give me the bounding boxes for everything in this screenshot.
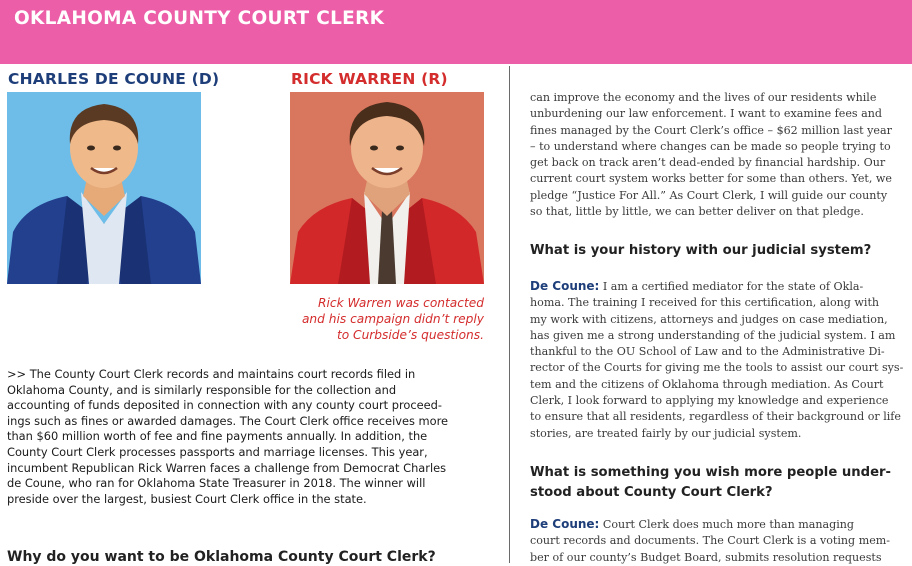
answer-line: can improve the economy and the lives of our residents while [530,91,877,104]
answer-line: ber of our county’s Budget Board, submits resolution requests [530,550,882,564]
answer-paragraph [530,516,898,566]
caption-line: to Curbside’s questions. [336,328,484,342]
answer-line [530,278,898,295]
candidate-name-democrat: CHARLES DE COUNE (D) [8,70,220,88]
column-divider [509,66,510,563]
intro-line: preside over the largest, busiest Court Clerk office in the state. [7,491,367,506]
page-title: OKLAHOMA COUNTY COURT CLERK [14,8,385,29]
answer-text: I am a certified mediator for the state of Okla- [599,280,864,293]
answer-line: to ensure that all residents, regardless of their background or life [530,410,901,424]
question-heading [530,463,891,503]
answer-line [530,516,898,533]
answer-line: tem and the citizens of Oklahoma through mediation. As Court [530,377,884,391]
header-banner [0,0,912,64]
answer-line: Clerk, I look forward to applying my knowledge and experience [530,394,889,408]
answer-line: rector of the Courts for giving me the tools to assist our court sys- [530,361,904,375]
answer-line: stories, are treated fairly by our judicial system. [530,426,802,440]
answer-line: so that, little by little, we can better deliver on that pledge. [530,205,864,219]
intro-line: County Court Clerk processes passports and marriage licenses. This year, [7,444,428,459]
answer-line: current court system works better for some than others. Yet, we [530,172,892,186]
intro-line: de Coune, who ran for Oklahoma State Treasurer in 2018. The winner will [7,476,426,491]
caption-line: and his campaign didn’t reply [301,312,484,326]
answer-line: thankful to the OU School of Law and to the Administrative Di- [530,345,885,359]
portrait-de-coune [7,92,201,284]
answer-line: – to understand where changes can be made so people trying to [530,139,891,153]
question-line: stood about County Court Clerk? [530,485,773,500]
no-response-caption [290,295,484,343]
intro-line: accounting of funds deposited in connection with any county court proceed- [7,398,443,413]
answer-line: pledge “Justice For All.” As Court Clerk, I will guide our county [530,188,888,202]
caption-line: Rick Warren was contacted [318,296,484,310]
question-heading: Why do you want to be Oklahoma County Court Clerk? [7,549,436,565]
intro-line: incumbent Republican Rick Warren faces a challenge from Democrat Charles [7,460,447,475]
intro-line: >> The County Court Clerk records and maintains court records filed in [7,367,416,381]
answer-line: has given me a strong understanding of the judicial system. I am [530,328,896,342]
intro-paragraph [7,367,482,507]
intro-line: Oklahoma County, and is similarly responsible for the collection and [7,382,397,397]
speaker-label: De Coune: [530,279,600,293]
answer-line: fines managed by the Court Clerk’s office – $62 million last year [530,123,892,137]
intro-line: ings such as fines or awarded damages. The Court Clerk office receives more [7,413,449,428]
candidate-name-republican: RICK WARREN (R) [291,70,448,88]
intro-line: than $60 million worth of fee and fine payments annually. In addition, the [7,429,428,444]
question-line: What is something you wish more people under- [530,465,892,480]
speaker-label: De Coune: [530,517,600,531]
answer-line: homa. The training I received for this certification, along with [530,296,880,310]
answer-text: Court Clerk does much more than managing [599,518,855,531]
answer-paragraph [530,278,904,442]
portrait-warren [290,92,484,284]
answer-line: my work with citizens, attorneys and judges on case mediation, [530,312,888,326]
answer-line: unburdening our law enforcement. I want to examine fees and [530,107,882,121]
answer-line: get back on track aren’t dead-ended by financial hardship. Our [530,156,886,170]
answer-paragraph [530,90,898,220]
question-heading: What is your history with our judicial system? [530,243,872,258]
answer-line: court records and documents. The Court Clerk is a voting mem- [530,534,891,548]
